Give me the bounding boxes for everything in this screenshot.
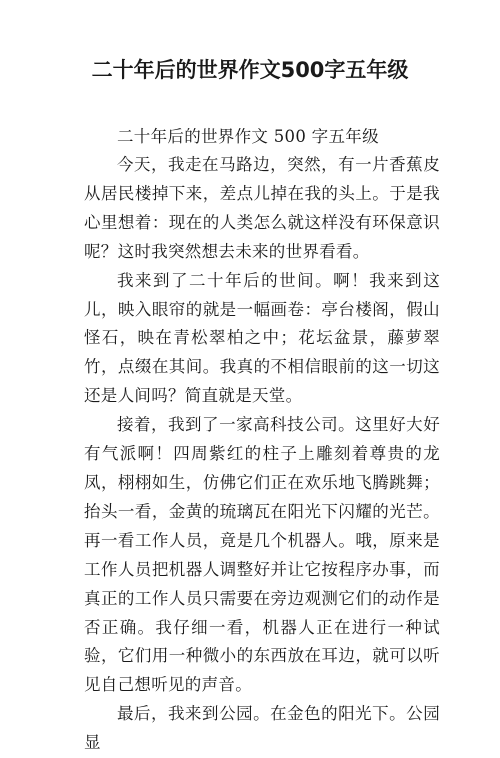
paragraph-1: 今天，我走在马路边，突然，有一片香蕉皮从居民楼掉下来，差点儿掉在我的头上。于是我心里想着：现在的人类怎么就这样没有环保意识呢？这时我突然想去未来的世界看看。 — [84, 155, 440, 261]
paragraph-2: 我来到了二十年后的世间。啊！我来到这儿，映入眼帘的就是一幅画卷：亭台楼阁，假山怪石，映在青松翠柏之中；花坛盆景，藤萝翠竹，点缀在其间。我真的不相信眼前的这一切这还是人间吗？简直就是天堂。 — [84, 270, 440, 406]
paragraph-4: 最后，我来到公园。在金色的阳光下。公园显 — [84, 704, 440, 753]
paragraph-3: 接着，我到了一家高科技公司。这里好大好有气派啊！四周紫红的柱子上雕刻着尊贵的龙凤，栩栩如生，仿佛它们正在欢乐地飞腾跳舞；抬头一看，金黄的琉璃瓦在阳光下闪耀的光芒。再一看工作人员，竟是几个机器人。哦，原来是工作人员把机器人调整好并让它按程序办事，而真正的工作人员只需要在旁边观测它们的动作是否正确。我仔细一看，机器人正在进行一种试验，它们用一种微小的东西放在耳边，就可以听见自己想听见的声音。 — [84, 415, 440, 695]
document-subtitle: 二十年后的世界作文 500 字五年级 — [117, 127, 379, 146]
document-body — [84, 122, 440, 758]
document-title: 二十年后的世界作文500字五年级 — [91, 58, 409, 82]
